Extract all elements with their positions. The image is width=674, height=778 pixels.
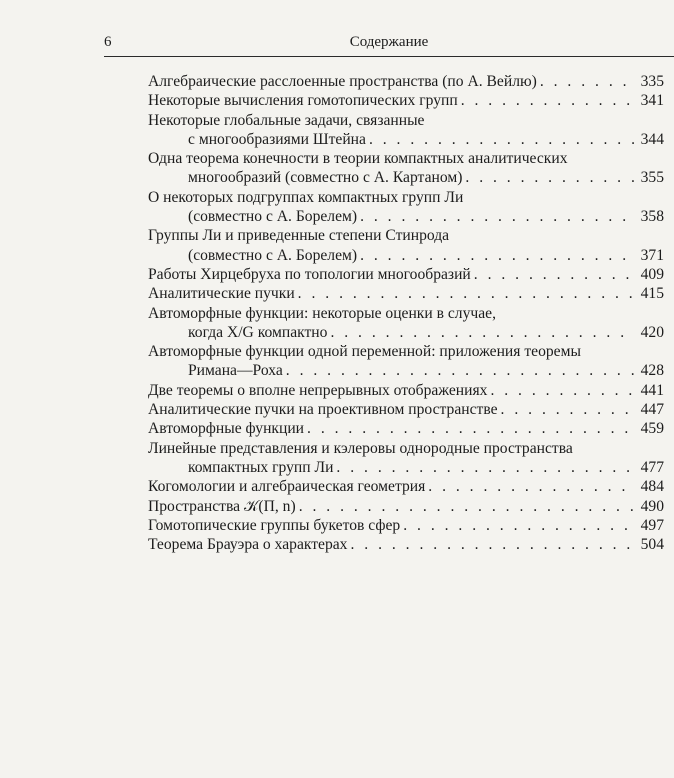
page-number: 6	[104, 34, 112, 50]
toc-page-number: 490	[640, 497, 664, 515]
toc-entry-line	[148, 458, 664, 477]
toc-entry-title: когда X/G компактно	[188, 323, 328, 341]
dot-leader	[350, 535, 635, 554]
toc-entry-line	[148, 91, 664, 110]
toc-entry-title: Автоморфные функции	[148, 420, 305, 438]
toc-entry	[148, 226, 664, 265]
toc-entry-line	[148, 188, 664, 207]
toc-entry-line	[148, 477, 664, 496]
toc-entry-line	[148, 381, 664, 400]
toc-entry-line	[148, 439, 664, 458]
dot-leader	[360, 246, 635, 265]
dot-leader	[474, 265, 635, 284]
dot-leader	[286, 361, 635, 380]
dot-leader	[307, 419, 635, 438]
toc-page-number: 335	[640, 73, 664, 90]
dot-leader	[490, 381, 635, 400]
toc-entry-line	[148, 265, 664, 284]
dot-leader	[336, 458, 635, 477]
toc-page-number: 428	[640, 362, 664, 380]
toc-entry-line	[148, 130, 664, 149]
toc-entry-title: Аналитические пучки	[148, 285, 295, 303]
toc-entry-line	[148, 207, 664, 226]
toc-page-number: 497	[640, 516, 664, 534]
toc-page-number: 459	[640, 420, 664, 438]
dot-leader	[403, 516, 635, 535]
toc-entry	[148, 439, 664, 478]
dot-leader	[299, 497, 635, 516]
toc-entry-title: Некоторые глобальные задачи, связанные	[148, 111, 425, 129]
toc-entry	[148, 149, 664, 188]
toc-page-number: 420	[640, 323, 664, 341]
toc-entry-title: Римана—Роха	[188, 362, 283, 380]
toc-entry-line	[148, 400, 664, 419]
toc-entry-title: (совместно с А. Борелем)	[188, 208, 358, 226]
toc-entry-title: Алгебраические расслоенные пространства (по А. Вейлю)	[148, 73, 537, 90]
toc-entry-title: компактных групп Ли	[188, 458, 334, 476]
toc-entry-title: Автоморфные функции одной переменной: приложения теоремы	[148, 343, 581, 361]
toc-page-number: 441	[640, 381, 664, 399]
toc-page-number: 504	[640, 536, 664, 554]
toc-entry-line	[148, 342, 664, 361]
toc-page-number: 371	[640, 246, 664, 264]
toc-entry-line	[148, 361, 664, 380]
dot-leader	[330, 323, 635, 342]
toc-entry-title: Гомотопические группы букетов сфер	[148, 516, 401, 534]
toc-entry	[148, 400, 664, 419]
toc-entry	[148, 304, 664, 343]
toc-entry-line	[148, 111, 664, 130]
toc-entry	[148, 72, 664, 91]
toc-entry-title: Когомологии и алгебраическая геометрия	[148, 478, 426, 496]
running-title: Содержание	[349, 34, 429, 50]
toc-entry-line	[148, 72, 664, 91]
toc-entry	[148, 477, 664, 496]
toc-entry-line	[148, 535, 664, 554]
toc-page-number: 355	[640, 169, 664, 187]
toc-entry-line	[148, 516, 664, 535]
toc-page-number: 415	[640, 285, 664, 303]
toc-entry	[148, 342, 664, 381]
running-header	[104, 34, 674, 57]
toc-entry-line	[148, 246, 664, 265]
toc-entry-line	[148, 168, 664, 187]
dot-leader	[465, 168, 635, 187]
toc-entry-title: О некоторых подгруппах компактных групп Ли	[148, 188, 464, 206]
toc-entry	[148, 111, 664, 150]
toc-page-number: 484	[640, 478, 664, 496]
toc-entry-title: Некоторые вычисления гомотопических групп	[148, 92, 458, 110]
toc-entry-title: Одна теорема конечности в теории компактных аналитических	[148, 150, 568, 168]
toc-page-number: 344	[640, 130, 664, 148]
toc-entry	[148, 381, 664, 400]
toc-entry	[148, 497, 664, 516]
dot-leader	[540, 72, 635, 91]
toc-entry	[148, 535, 664, 554]
dot-leader	[461, 91, 635, 110]
toc-entry-line	[148, 149, 664, 168]
toc-page-number: 341	[640, 92, 664, 110]
toc-entry	[148, 91, 664, 110]
toc-entry-title: Теорема Брауэра о характерах	[148, 536, 348, 554]
toc-entry-title: многообразий (совместно с А. Картаном)	[188, 169, 463, 187]
toc-entry-title: (совместно с А. Борелем)	[188, 246, 358, 264]
toc-entry-line	[148, 284, 664, 303]
toc-entry-title: Две теоремы о вполне непрерывных отображениях	[148, 381, 488, 399]
toc-entry	[148, 265, 664, 284]
toc-entry-line	[148, 497, 664, 516]
toc-page-number: 409	[640, 265, 664, 283]
toc-entry-title: Автоморфные функции: некоторые оценки в случае,	[148, 304, 496, 322]
dot-leader	[298, 284, 635, 303]
dot-leader	[369, 130, 635, 149]
toc-entry	[148, 516, 664, 535]
dot-leader	[360, 207, 635, 226]
toc-entry-title: Линейные представления и кэлеровы однородные пространства	[148, 439, 573, 457]
toc-entry-line	[148, 323, 664, 342]
toc-entry-title: Работы Хирцебруха по топологии многообразий	[148, 265, 471, 283]
toc-entry-line	[148, 419, 664, 438]
toc-page-number: 447	[640, 401, 664, 419]
table-of-contents	[148, 72, 664, 554]
toc-page-number: 358	[640, 208, 664, 226]
toc-entry-line	[148, 226, 664, 245]
toc-entry	[148, 419, 664, 438]
toc-entry-title: Группы Ли и приведенные степени Стинрода	[148, 227, 450, 245]
dot-leader	[428, 477, 635, 496]
toc-entry	[148, 284, 664, 303]
toc-page-number: 477	[640, 458, 664, 476]
toc-entry	[148, 188, 664, 227]
dot-leader	[501, 400, 635, 419]
toc-entry-line	[148, 304, 664, 323]
toc-entry-title: с многообразиями Штейна	[188, 130, 366, 148]
toc-entry-title: Аналитические пучки на проективном пространстве	[148, 401, 498, 419]
toc-entry-title: Пространства 𝒦(Π, n)	[148, 497, 296, 515]
